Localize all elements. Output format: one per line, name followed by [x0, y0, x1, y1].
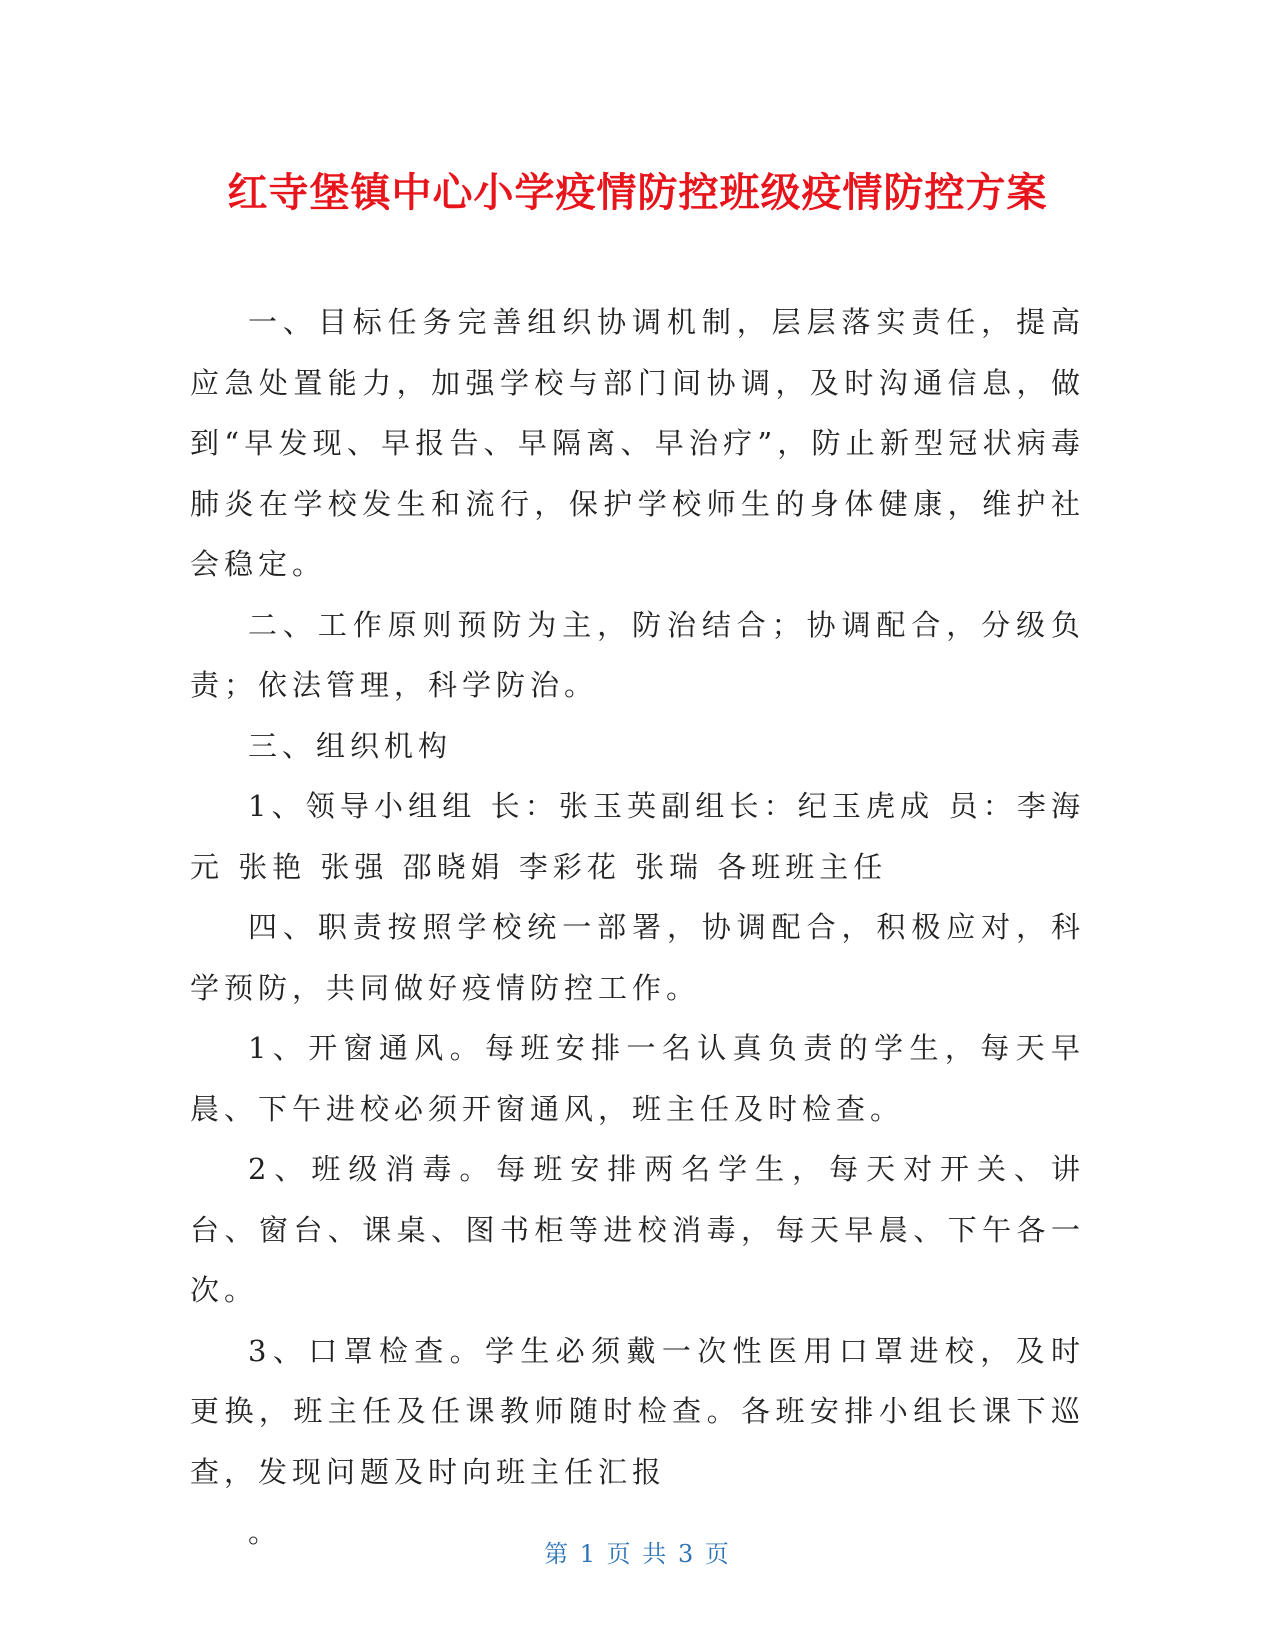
paragraph-principles: 二、工作原则预防为主，防治结合；协调配合，分级负责；依法管理，科学防治。	[190, 607, 1085, 702]
paragraph-disinfection: 2、班级消毒。每班安排两名学生，每天对开关、讲台、窗台、课桌、图书柜等进校消毒，每天早晨、下午各一次。	[190, 1152, 1085, 1307]
document-body	[190, 292, 1085, 1563]
page-number-footer: 第 1 页 共 3 页	[544, 1540, 731, 1568]
paragraph-organization-heading: 三、组织机构	[248, 728, 453, 763]
paragraph-leadership-group: 1、领导小组组 长：张玉英副组长：纪玉虎成 员：李海元 张艳 张强 邵晓娟 李彩花 张瑞 各班班主任	[190, 789, 1085, 884]
paragraph-ventilation: 1、开窗通风。每班安排一名认真负责的学生，每天早晨、下午进校必须开窗通风，班主任及时检查。	[190, 1031, 1085, 1126]
paragraph-duties: 四、职责按照学校统一部署，协调配合，积极应对，科学预防，共同做好疫情防控工作。	[190, 910, 1085, 1005]
paragraph-mask-check: 3、口罩检查。学生必须戴一次性医用口罩进校，及时更换，班主任及任课教师随时检查。各班安排小组长课下巡查，发现问题及时向班主任汇报	[190, 1333, 1085, 1489]
document-title: 红寺堡镇中心小学疫情防控班级疫情防控方案	[227, 170, 1048, 216]
paragraph-trailing-mark: 。	[248, 1515, 283, 1549]
paragraph-goals: 一、目标任务完善组织协调机制，层层落实责任，提高应急处置能力，加强学校与部门间协调，及时沟通信息，做到“早发现、早报告、早隔离、早治疗”，防止新型冠状病毒肺炎在学校发生和流行，保护学校师生的身体健康，维护社会稳定。	[190, 305, 1085, 581]
